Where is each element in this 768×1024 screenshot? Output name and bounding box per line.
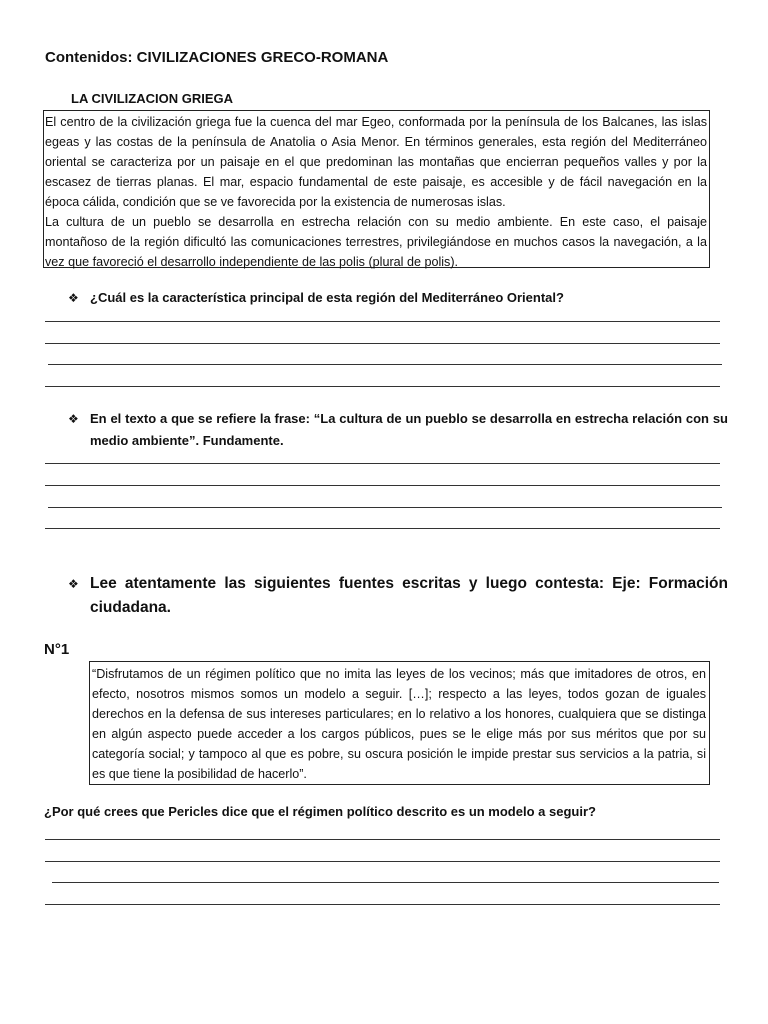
diamond-bullet-icon: ❖ [68,291,79,305]
answer-line[interactable] [45,861,720,862]
answer-line[interactable] [45,463,720,464]
question-1 [68,287,728,309]
diamond-bullet-icon: ❖ [68,577,79,591]
passage-paragraph-2: La cultura de un pueblo se desarrolla en estrecha relación con su medio ambiente. En este caso, el paisaje montañoso de la región dificultó las comunicaciones terrestres, privilegiándose en muchos casos la navegación, a la vez que favoreció el desarrollo independiente de las polis (plural de polis). [45,215,707,269]
question-2-text: En el texto a que se refiere la frase: “La cultura de un pueblo se desarrolla en estrecha relación con su medio ambiente”. Fundamente. [90,411,728,448]
answer-line[interactable] [45,386,720,387]
question-1-text: ¿Cuál es la característica principal de esta región del Mediterráneo Oriental? [90,290,564,305]
answer-line[interactable] [48,364,722,365]
answer-line[interactable] [48,507,722,508]
source-number: N°1 [44,641,70,658]
answer-line[interactable] [45,528,720,529]
answer-line[interactable] [45,321,720,322]
reading-passage-box [43,110,710,268]
question-2 [68,408,728,452]
answer-line[interactable] [45,343,720,344]
source-quote: “Disfrutamos de un régimen político que no imita las leyes de los vecinos; más que imitadores de otros, en efecto, nosotros mismos somos un modelo a seguir. […]; respecto a las leyes, todos gozan de iguales derechos en la defensa de sus intereses particulares; en lo relativo a los honores, cualquiera que se distinga en algún aspecto puede acceder a los cargos públicos, pues se le elige más por sus méritos que por su categoría social; y tampoco al que es pobre, su oscura posición le impide prestar sus servicios a la patria, si es que tiene la posibilidad de hacerlo”. [92,667,706,781]
page-title: Contenidos: CIVILIZACIONES GRECO-ROMANA [45,49,389,66]
answer-line[interactable] [45,904,720,905]
question-3 [68,572,728,620]
answer-line[interactable] [52,882,719,883]
source-quote-box [89,661,710,785]
question-4-text: ¿Por qué crees que Pericles dice que el régimen político descrito es un modelo a seguir? [44,804,596,819]
section-heading: LA CIVILIZACION GRIEGA [71,91,234,106]
answer-line[interactable] [45,485,720,486]
answer-line[interactable] [45,839,720,840]
diamond-bullet-icon: ❖ [68,412,79,426]
passage-paragraph-1: El centro de la civilización griega fue la cuenca del mar Egeo, conformada por la península de los Balcanes, las islas egeas y las costas de la península de Anatolia o Asia Menor. En términos generales, esta región del Mediterráneo oriental se caracteriza por un paisaje en el que predominan las montañas que encierran pequeños valles y por la escasez de tierras planas. El mar, espacio fundamental de este paisaje, es accesible y de fácil navegación en la época cálida, condición que se ve favorecida por la existencia de numerosas islas. [45,115,707,209]
question-3-text: Lee atentamente las siguientes fuentes escritas y luego contesta: Eje: Formación ciudadana. [90,575,728,616]
